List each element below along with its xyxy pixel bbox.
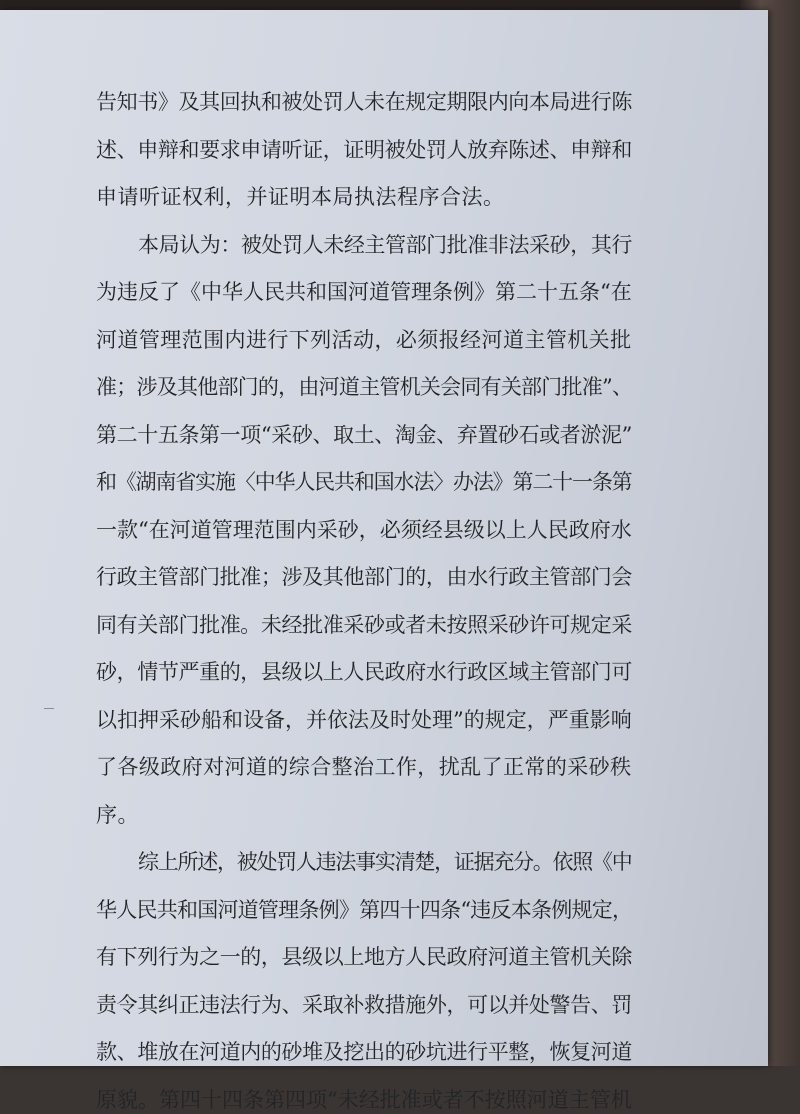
text-line: 了各级政府对河道的综合整治工作，扰乱了正常的采砂秩 xyxy=(96,755,632,779)
text-line: 行政主管部门批准；涉及其他部门的，由水行政主管部门会 xyxy=(96,565,632,589)
text-line: 一款“在河道管理范围内采砂，必须经县级以上人民政府水 xyxy=(96,517,632,542)
text-line: 砂，情节严重的，县级以上人民政府水行政区域主管部门可 xyxy=(96,660,632,684)
text-line: 以扣押采砂船和设备，并依法及时处理”的规定，严重影响 xyxy=(96,707,632,732)
text-line: 责令其纠正违法行为、采取补救措施外，可以并处警告、罚 xyxy=(96,992,632,1017)
text-line: 为违反了《中华人民共和国河道管理条例》第二十五条“在 xyxy=(96,280,632,304)
text-line: 华人民共和国河道管理条例》第四十四条“违反本条例规定， xyxy=(96,897,633,922)
text-line: 款、堆放在河道内的砂堆及挖出的砂坑进行平整，恢复河道 xyxy=(96,1040,632,1064)
text-line: 综上所述，被处罚人违法事实清楚，证据充分。依照《中 xyxy=(138,850,632,874)
text-line: 和《湖南省实施〈中华人民共和国水法〉办法》第二十一条第 xyxy=(96,470,632,494)
text-line: 述、申辩和要求申请听证，证明被处罚人放弃陈述、申辩和 xyxy=(96,137,632,162)
text-line: 有下列行为之一的，县级以上地方人民政府河道主管机关除 xyxy=(96,945,632,969)
text-line: 本局认为：被处罚人未经主管部门批准非法采砂，其行 xyxy=(138,232,632,257)
text-line: 序。 xyxy=(96,802,139,827)
document-body xyxy=(0,10,768,1112)
text-line: 河道管理范围内进行下列活动，必须报经河道主管机关批 xyxy=(96,327,632,352)
text-line: 准；涉及其他部门的，由河道主管机关会同有关部门批准”、 xyxy=(96,375,633,399)
text-line: 申请听证权利，并证明本局执法程序合法。 xyxy=(96,185,505,209)
document-page xyxy=(0,10,768,1112)
text-line: 告知书》及其回执和被处罚人未在规定期限内向本局进行陈 xyxy=(96,90,632,114)
text-line: 原貌。第四十四条第四项“未经批准或者不按照河道主管机 xyxy=(96,1087,632,1112)
margin-mark xyxy=(44,708,54,709)
text-line: 同有关部门批准。未经批准采砂或者未按照采砂许可规定采 xyxy=(96,612,632,637)
text-line: 第二十五条第一项“采砂、取土、淘金、弃置砂石或者淤泥” xyxy=(96,422,632,447)
